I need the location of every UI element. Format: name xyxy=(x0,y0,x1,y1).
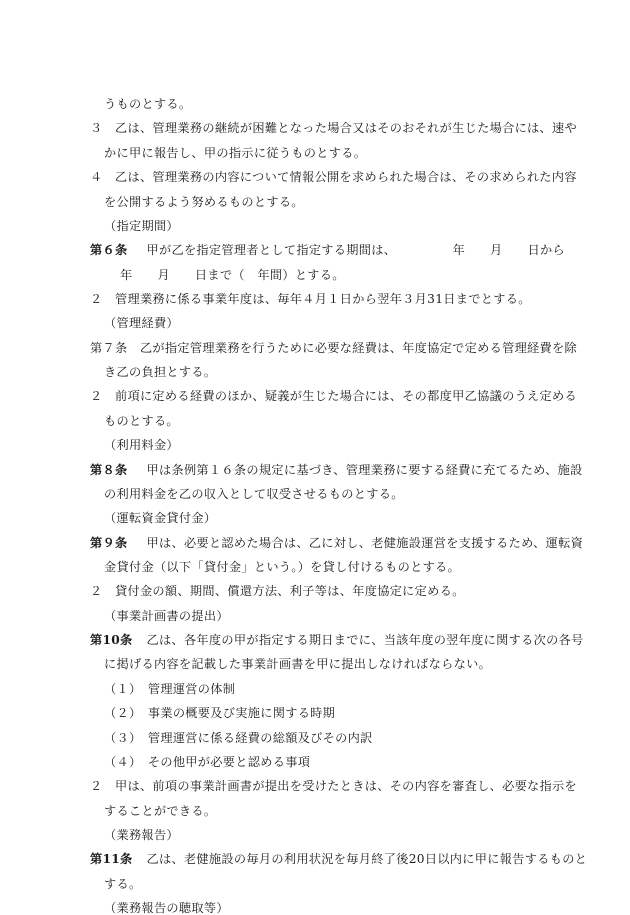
text-line: の利用料金を乙の収入として収受させるものとする。 xyxy=(104,486,404,501)
article-number: 第11条 xyxy=(90,852,133,867)
text-line: 甲は条例第１６条の規定に基づき、管理業務に要する経費に充てるため、施設 xyxy=(134,462,583,477)
section-heading: （指定期間） xyxy=(104,218,179,233)
text-line: うものとする。 xyxy=(104,97,192,111)
article-number: 第６条 xyxy=(90,243,128,258)
text-line: 第７条 乙が指定管理業務を行うために必要な経費は、年度協定で定める管理経費を除 xyxy=(90,340,578,355)
list-item: （１） 管理運営の体制 xyxy=(104,681,236,696)
text-line: する。 xyxy=(104,876,142,891)
text-line: ４ 乙は、管理業務の内容について情報公開を求められた場合は、その求められた内容 xyxy=(90,170,577,185)
text-line: 甲は、必要と認めた場合は、乙に対し、老健施設運営を支援するため、運転資 xyxy=(134,535,584,550)
section-heading: （業務報告の聴取等） xyxy=(104,901,229,915)
text-line: ２ 前項に定める経費のほか、疑義が生じた場合には、その都度甲乙協議のうえ定める xyxy=(90,389,578,404)
section-heading: （事業計画書の提出） xyxy=(104,608,229,623)
text-line: 乙は、各年度の甲が指定する期日までに、当該年度の翌年度に関する次の各号 xyxy=(134,633,584,647)
text-line: を公開するよう努めるものとする。 xyxy=(104,194,304,209)
article-number: 第10条 xyxy=(90,633,133,647)
text-line: に掲げる内容を記載した事業計画書を甲に提出しなければならない。 xyxy=(104,657,492,672)
list-item: （４） その他甲が必要と認める事項 xyxy=(104,754,311,769)
article-number: 第８条 xyxy=(90,462,128,477)
text-line: 年 月 日まで（ 年間）とする。 xyxy=(120,267,345,282)
text-line: ３ 乙は、管理業務の継続が困難となった場合又はそのおそれが生じた場合には、速や xyxy=(90,121,578,136)
text-line: 乙は、老健施設の毎月の利用状況を毎月終了後20日以内に甲に報告するものと xyxy=(134,852,588,867)
section-heading: （管理経費） xyxy=(104,316,179,331)
text-line: ２ 管理業務に係る事業年度は、毎年４月１日から翌年３月31日までとする。 xyxy=(90,291,531,306)
article-number: 第９条 xyxy=(90,535,128,550)
text-line: ２ 甲は、前項の事業計画書が提出を受けたときは、その内容を審査し、必要な指示を xyxy=(90,779,578,794)
text-line: 金貸付金（以下「貸付金」という。）を貸し付けるものとする。 xyxy=(104,559,461,574)
text-line: ２ 貸付金の額、期間、償還方法、利子等は、年度協定に定める。 xyxy=(90,584,465,599)
list-item: （２） 事業の概要及び実施に関する時期 xyxy=(104,706,336,721)
text-line: き乙の負担とする。 xyxy=(104,365,217,379)
section-heading: （運転資金貸付金） xyxy=(104,511,217,526)
text-line: ものとする。 xyxy=(104,413,179,428)
section-heading: （利用料金） xyxy=(104,438,179,453)
text-line: 甲が乙を指定管理者として指定する期間は、 年 月 日から xyxy=(134,243,565,258)
text-line: することができる。 xyxy=(104,803,217,818)
list-item: （３） 管理運営に係る経費の総額及びその内訳 xyxy=(104,730,373,745)
section-heading: （業務報告） xyxy=(104,827,179,842)
text-line: かに甲に報告し、甲の指示に従うものとする。 xyxy=(104,145,367,160)
